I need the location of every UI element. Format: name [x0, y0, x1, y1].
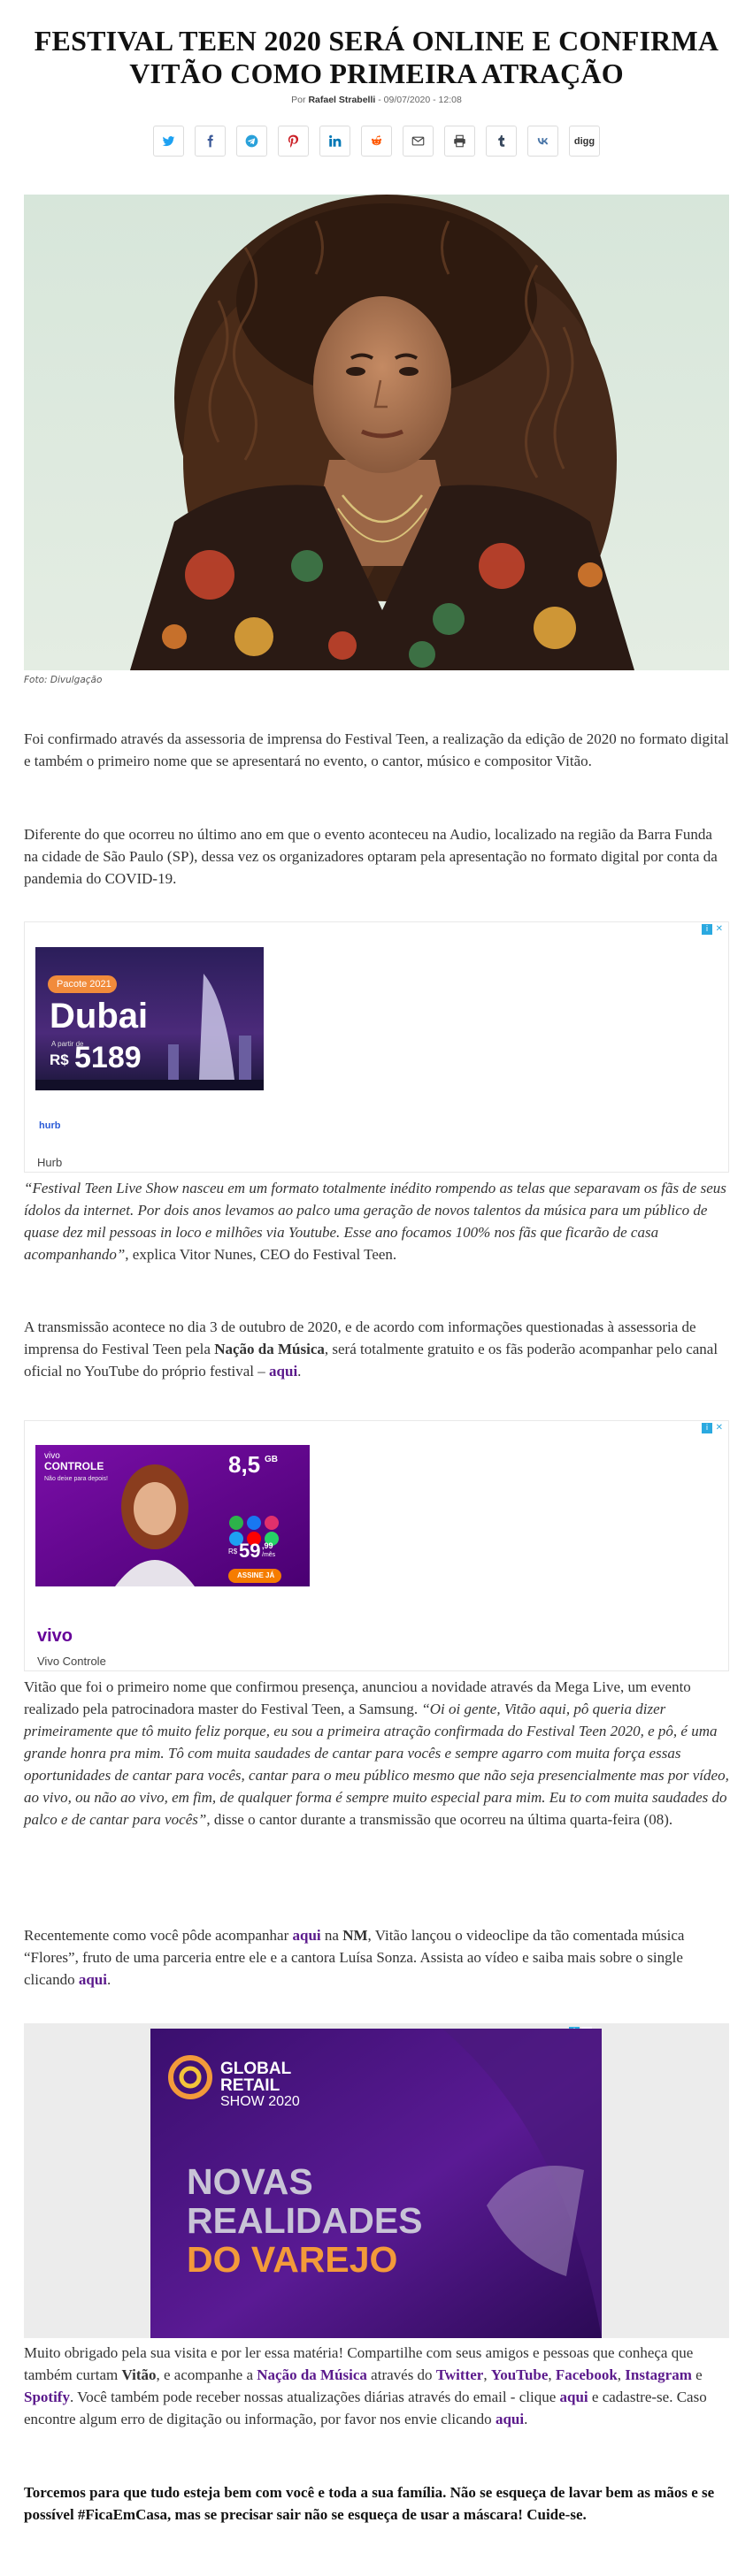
adchoices-icon[interactable]: ✕ — [715, 924, 723, 934]
ad1-city: Dubai — [50, 997, 149, 1036]
nm-bold: NM — [342, 1927, 368, 1944]
single-aqui-link[interactable]: aqui — [78, 1971, 107, 1988]
ad1-badge: Pacote 2021 — [57, 979, 111, 990]
share-vk-button[interactable] — [527, 126, 558, 157]
quote-festival: “Festival Teen Live Show nasceu em um formato totalmente inédito rompendo as telas que separavam os fãs de seus ídolos da internet. Por dois anos levamos ao palco uma geração de novos talentos da música para um público de quase dez mil pessoas in loco e milhões via Youtube. Esse ano focamos 100% nos fãs que ficarão de casa acompanhando” — [24, 1180, 726, 1263]
instagram-link[interactable]: Instagram — [625, 2366, 692, 2383]
pinterest-icon — [287, 134, 300, 148]
ad-vivo-controle[interactable] — [24, 1420, 729, 1671]
ad2-product: CONTROLE — [44, 1460, 104, 1472]
ad3-headline-2: REALIDADES — [187, 2200, 423, 2241]
ad3-brand-line3: SHOW 2020 — [220, 2094, 300, 2109]
share-tumblr-button[interactable] — [486, 126, 517, 157]
share-reddit-button[interactable] — [361, 126, 392, 157]
share-linkedin-button[interactable] — [319, 126, 350, 157]
print-icon — [453, 134, 466, 148]
title-line-2: VITÃO COMO PRIMEIRA ATRAÇÃO — [129, 57, 624, 89]
digg-icon: digg — [573, 135, 595, 147]
twitter-link[interactable]: Twitter — [435, 2366, 484, 2383]
tumblr-icon — [495, 134, 508, 148]
share-pinterest-button[interactable] — [278, 126, 309, 157]
quote-attribution: , explica Vitor Nunes, CEO do Festival Teen. — [125, 1246, 397, 1263]
ad2-brand-small: vivo — [44, 1451, 60, 1461]
share-bar — [24, 126, 729, 157]
share-facebook-button[interactable] — [195, 126, 226, 157]
paragraph-4: A transmissão acontece no dia 3 de outubro de 2020, e de acordo com informações questionadas à assessoria de imprensa do Festival Teen pela Nação da Música, será totalmente gratuito e os fãs poderão acompanhar pelo canal oficial no YouTube do próprio festival – aqui. — [24, 1319, 718, 1380]
twitter-icon — [162, 134, 175, 148]
ad-global-retail-show-wrapper — [24, 2023, 729, 2338]
article-hero-image — [24, 195, 729, 670]
quote-vitao: “Oi oi gente, Vitão aqui, pô queria dizer primeiramente que tô muito feliz porque, eu sou a primeira atração confirmada do Festival Teen 2020, e pô, é uma grande honra pra mim. Tô com muita saudades de cantar para vocês e sempre agarro com muita força essas oportunidades de cantar para vocês, cantar para o meu público mesmo que não seja presencialmente mas por vídeo, ao vivo, ou não ao vivo, em fim, de qualquer forma é sempre muito especial para mim. Eu to com muita saudades do palco e de cantar para vocês” — [24, 1701, 729, 1828]
report-error-aqui-link[interactable]: aqui — [495, 2411, 525, 2427]
reddit-icon — [370, 134, 383, 148]
photo-caption: Foto: Divulgação — [24, 675, 103, 685]
nacao-da-musica-bold: Nação da Música — [214, 1341, 325, 1357]
by-prefix: Por — [291, 95, 306, 105]
spotify-link[interactable]: Spotify — [24, 2389, 70, 2405]
publish-date: 09/07/2020 - 12:08 — [383, 95, 462, 105]
youtube-link[interactable]: YouTube — [490, 2366, 549, 2383]
newsletter-aqui-link[interactable]: aqui — [559, 2389, 588, 2405]
ad-hurb-dubai[interactable] — [24, 921, 729, 1173]
ad3-headline-1: NOVAS — [187, 2161, 313, 2202]
telegram-icon — [245, 134, 258, 148]
share-email-button[interactable] — [403, 126, 434, 157]
ad-close-icon[interactable]: i — [702, 1423, 712, 1433]
ad1-currency: R$ — [50, 1051, 69, 1068]
article-meta: Por Rafael Strabelli - 09/07/2020 - 12:08 — [291, 95, 462, 105]
title-line-1: FESTIVAL TEEN 2020 SERÁ ONLINE E CONFIRMA — [34, 25, 719, 57]
ad2-price: 59 — [239, 1540, 261, 1562]
hurb-logo: hurb — [39, 1120, 61, 1131]
linkedin-icon — [328, 134, 342, 148]
recent-aqui-link[interactable]: aqui — [292, 1927, 321, 1944]
paragraph-5: Vitão que foi o primeiro nome que confirmou presença, anunciou a novidade através da Mega Live, um evento realizado pela patrocinadora master do Festival Teen, a Samsung. “Oi oi gente, Vitão aqui, pô queria dizer primeiramente que tô muito feliz porque, eu sou a primeira atração confirmada do Festival Teen 2020, e pô, é uma grande honra pra mim. Tô com muita saudades de cantar para vocês e sempre agarro com muita força essas oportunidades de cantar para vocês, cantar para o meu público mesmo que não seja presencialmente mas por vídeo, ao vivo, ou não ao vivo, em fim, de qualquer forma é sempre muito especial para mim. Eu to com muita saudades do palco e de cantar para vocês”, disse o cantor durante a transmissão que ocorreu na última quarta-feira (08). — [24, 1678, 729, 1828]
ad1-price-prefix: A partir de — [51, 1040, 84, 1048]
photo-vitao — [24, 195, 729, 670]
facebook-link[interactable]: Facebook — [555, 2366, 618, 2383]
ad2-price-prefix: R$ — [228, 1548, 238, 1556]
email-icon — [411, 134, 425, 148]
ad-close-icon[interactable]: i — [702, 924, 712, 935]
youtube-aqui-link[interactable]: aqui — [269, 1363, 298, 1380]
facebook-icon — [204, 134, 217, 148]
share-print-button[interactable] — [444, 126, 475, 157]
adchoices-icon[interactable]: ✕ — [715, 1423, 723, 1433]
ad2-data-unit: GB — [265, 1455, 278, 1464]
ad3-brand-line1: GLOBAL — [220, 2060, 292, 2078]
paragraph-2: Diferente do que ocorreu no último ano em que o evento aconteceu na Audio, localizado na região da Barra Funda na cidade de São Paulo (SP), dessa vez os organizadores optaram pela apresentação no formato digital por conta da pandemia do COVID-19. — [24, 826, 718, 887]
ad3-brand-line2: RETAIL — [220, 2076, 280, 2095]
ad1-price: 5189 — [74, 1041, 142, 1074]
author-link[interactable]: Rafael Strabelli — [308, 95, 376, 105]
paragraph-1: Foi confirmado através da assessoria de imprensa do Festival Teen, a realização da edição de 2020 no formato digital e também o primeiro nome que se apresentará no evento, o cantor, músico e compositor Vitão. — [24, 730, 729, 769]
paragraph-6: Recentemente como você pôde acompanhar aqui na NM, Vitão lançou o videoclipe da tão comentada música “Flores”, fruto de uma parceria entre ele e a cantora Luísa Sonza. Assista ao vídeo e saiba mais sobre o single clicando aqui. — [24, 1927, 685, 1988]
ad2-cta-button[interactable]: ASSINE JÁ — [237, 1571, 275, 1579]
ad2-price-cents: ,99 — [262, 1541, 273, 1550]
vivo-logo: vivo — [37, 1626, 73, 1646]
article-title — [24, 25, 729, 90]
vitao-bold: Vitão — [121, 2366, 157, 2383]
vk-icon — [536, 134, 549, 148]
share-digg-button[interactable] — [569, 126, 600, 157]
share-telegram-button[interactable] — [236, 126, 267, 157]
ad1-footer[interactable]: Hurb — [37, 1156, 63, 1169]
ad2-footer[interactable]: Vivo Controle — [37, 1655, 106, 1668]
paragraph-3 — [24, 1177, 729, 1265]
ad2-data: 8,5 — [228, 1451, 261, 1478]
ad2-tagline: Não deixe para depois! — [44, 1476, 108, 1482]
ad3-headline-3: DO VAREJO — [187, 2239, 398, 2280]
share-twitter-button[interactable] — [153, 126, 184, 157]
paragraph-closing: Torcemos para que tudo esteja bem com você e toda a sua família. Não se esqueça de lavar bem as mãos e se possível #FicaEmCasa, mas se precisar sair não se esqueça de usar a máscara! Cuide-se. — [24, 2484, 715, 2523]
nacao-da-musica-link[interactable]: Nação da Música — [257, 2366, 367, 2383]
ad2-price-suffix: /mês — [262, 1552, 276, 1558]
paragraph-7: Muito obrigado pela sua visita e por ler essa matéria! Compartilhe com seus amigos e pessoas que conheça que também curtam Vitão, e acompanhe a Nação da Música através do Twitter, YouTube, Facebook, Instagram e Spotify. Você também pode receber nossas atualizações diárias através do email - clique aqui e cadastre-se. Caso encontre algum erro de digitação ou informação, por favor nos envie clicando aqui. — [24, 2344, 707, 2427]
